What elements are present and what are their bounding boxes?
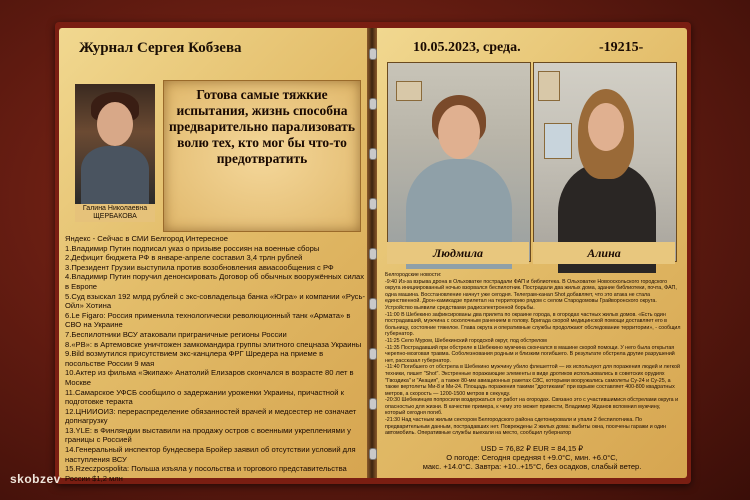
belgorod-news xyxy=(385,272,681,437)
portrait-body xyxy=(81,146,149,204)
date-line: 10.05.2023, среда. xyxy=(413,40,521,55)
belgorod-news-item: -20:30 Шебекинцев попросили воздержаться от работ на огородах. Связано это с участившимися обстрелами округа и опасностью для жизни. В качестве примера, к чему это может привести, Владимир Жданов вспомнил мужчину, который сегодня погиб. xyxy=(385,397,679,417)
binder-ring xyxy=(369,398,377,410)
binder-ring xyxy=(369,348,377,360)
name-label-left: Людмила xyxy=(387,242,529,264)
binder-ring xyxy=(369,248,377,260)
left-page xyxy=(59,28,367,483)
photo-alina xyxy=(533,62,677,262)
portrait-face xyxy=(97,102,133,146)
wall-frame xyxy=(544,123,572,159)
footer-info xyxy=(383,444,681,471)
belgorod-news-item: -11:00 В Шебекино зафиксированы два прилета по окраине города, в огородах частных жилых домов. «Есть один пострадавший, мужчина с осколочным ранением в голову. Бригада скорой медицинской помощи доставляет его в больницу, состояние тяжелое. Глава округа и оперативные службы продолжают обследование территории», - сообщил губернатор. xyxy=(385,311,681,338)
weather-today: О погоде: Сегодня средняя t +9.0°С, мин. +6.0°С, xyxy=(446,453,618,462)
binder-ring xyxy=(369,148,377,160)
news-item: 9.Bild возмутился присутствием экс-канцлера ФРГ Шредера на приеме в посольстве России 9 мая xyxy=(65,349,324,368)
binder-ring xyxy=(369,98,377,110)
news-item: 10.Актер из фильма «Экипаж» Анатолий Елизаров скончался в возрасте 80 лет в Москве xyxy=(65,368,354,387)
news-item: 5.Суд взыскал 192 млрд рублей с экс-совладельца банка «Югра» и компании «Русь-Ойл» Хотина xyxy=(65,291,365,311)
news-item: 1.Владимир Путин подписал указ о призыве россиян на военные сборы xyxy=(65,243,320,253)
news-item: 12.ЦНИИОИЗ: перераспределение обязанностей врачей и медсестер не означает допнагрузку xyxy=(65,406,357,426)
news-item: 15.Rzeczpospolita: Польша изъяла у посольства и торгового представительства России $1,2 млн xyxy=(65,464,347,483)
quote-box xyxy=(163,80,361,232)
belgorod-news-item: -11:40 Погибшего от обстрела в Шебекино мужчину убило флешеттой — их используют для поражения людей и легкой техники, пишет "Shot". Экстренные поражающие элементы в виде дротиков использовались в советских орудиях "Гвоздика" и "Акация", а также 80-мм авиационных ракетах С8С, которыми вооружались самолеты Су-24 и Су-25, а также вертолеты Ми-8 и Ми-24. Площадь поражения такими "дротиками" при взрыве составляет 400-800 квадратных метров, а скорость — 1200-1500 метров в секунду. xyxy=(385,364,680,397)
news-item: 2.Дефицит бюджета РФ в январе-апреле составил 3,4 трлн рублей xyxy=(65,253,303,263)
news-item: 7.Беспилотники ВСУ атаковали приграничные регионы России xyxy=(65,329,287,339)
news-item: 6.Le Figaro: Россия применила технологически революционный танк «Армата» в СВО на Украине xyxy=(65,310,351,330)
watermark: skobzev xyxy=(10,472,61,486)
binder-ring xyxy=(369,48,377,60)
news-item: 11.Самарское УФСБ сообщило о задержании уроженки Украины, причастной к подготовке теракта xyxy=(65,387,344,407)
news-item: 3.Президент Грузии выступила против возобновления авиасообщения с РФ xyxy=(65,262,334,272)
weather-tomorrow: макс. +14.0°С. Завтра: +10..+15°С, без осадков, слабый ветер. xyxy=(422,462,642,471)
news-list xyxy=(65,234,365,483)
binder-ring xyxy=(369,448,377,460)
name-label-right: Алина xyxy=(533,242,675,264)
journal-book xyxy=(55,22,691,484)
photo-lyudmila xyxy=(387,62,531,262)
news-item: 13.YLE: в Финляндии выставили на продажу остров с военными укреплениями у границы с Россией xyxy=(65,425,351,445)
wall-frame xyxy=(396,81,422,101)
portrait-photo xyxy=(75,84,155,204)
belgorod-news-item: -21:30 Над частным жилым сектором Белгородского района сдетонировали и упали 2 беспилотника. По предварительным данным, пострадавших нет. Повреждены 2 жилых дома: выбиты окна, посечены гаражи и один автомобиль. Оперативные службы выехали на место, сообщил губернатор xyxy=(385,417,666,437)
news-item: 14.Генеральный инспектор бундесвера Бройер заявил об отсутствии условий для наступления ВСУ xyxy=(65,445,356,464)
binder-spine xyxy=(367,28,377,478)
binder-ring xyxy=(369,198,377,210)
news-item: 8.«РВ»: в Артемовске уничтожен замкомандира группы элитного спецназа Украины xyxy=(65,339,362,349)
wall-frame xyxy=(538,71,560,101)
person-face xyxy=(438,105,480,159)
belgorod-news-item: -11:25 Село Муром, Шебекинский городской округ, под обстрелом xyxy=(385,337,547,344)
journal-title: Журнал Сергея Кобзева xyxy=(79,40,242,56)
issue-number: -19215- xyxy=(599,40,644,55)
portrait-caption: Галина Николаевна ЩЕРБАКОВА xyxy=(75,204,155,222)
currency-rates: USD = 76,82 ₽ EUR = 84,15 ₽ xyxy=(480,444,584,453)
news-item: 4.Владимир Путин поручил денонсировать Договор об обычных вооружённых силах в Европе xyxy=(65,272,365,291)
person-face xyxy=(588,103,624,151)
binder-ring xyxy=(369,298,377,310)
belgorod-news-item: -11:35 Пострадавший при обстреле в Шебекино мужчина скончался в машине скорой помощи. У него была открытая черепно-мозговая травма. Соболезнования родным и близким погибшего. В результате обстрела другие разрушений нет, рассказал губернатор. xyxy=(385,344,675,364)
news-header: Яндекс - Сейчас в СМИ Белгород Интересное xyxy=(65,234,228,243)
belgorod-news-header: Белгородские новости: xyxy=(385,272,442,278)
right-page xyxy=(377,28,687,478)
quote-text: Готова самые тяжкие испытания, жизнь способна предварительно парализовать волю тех, кто мог бы что-то предотвратить xyxy=(169,87,355,166)
belgorod-news-item: -9:40 Из-за взрыва дрона в Ольховатке пострадали ФАП и библиотека. В Ольховатке Новооскольского городского округа инициированный ночью взорвался беспилотник. Пострадали два жилых дома, здание библиотеки, почта, ФАП, одна машина. Восстановление начнут уже сегодня. Телеграм-канал Shot добавляет, что это атака не стала единственной. Дрон-камикадзе прилетал на территорию рядом с селом Стародомовы Грайворонского округа. Устройство выявили средствами радиоэлектронной борьбы. xyxy=(385,278,677,311)
